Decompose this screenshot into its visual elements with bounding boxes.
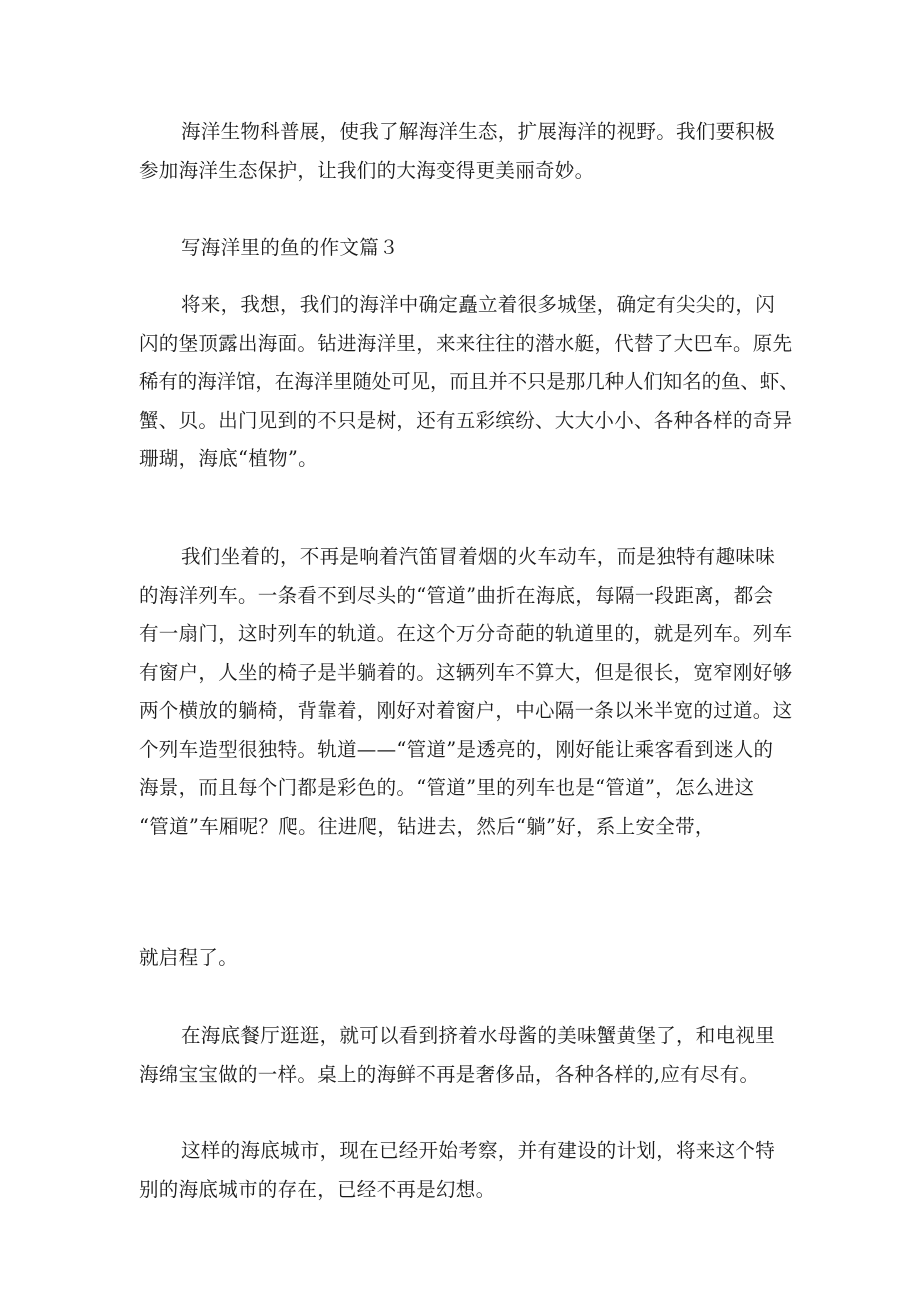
paragraph-line: 海景，而且每个门都是彩色的。“管道”里的列车也是“管道”，怎么进这 [139, 776, 755, 799]
paragraph-line: 这样的海底城市，现在已经开始考察，并有建设的计划，将来这个特 [181, 1139, 776, 1162]
paragraph-line: 珊瑚，海底“植物”。 [139, 447, 318, 470]
paragraph-ocean-train [139, 538, 799, 846]
section-heading [139, 229, 799, 268]
paragraph-undersea-city [139, 1132, 799, 1209]
paragraph-ocean-exhibition [139, 113, 799, 190]
paragraph-line: 海洋生物科普展，使我了解海洋生态，扩展海洋的视野。我们要积极 [181, 120, 776, 143]
paragraph-line: 就启程了。 [139, 946, 239, 969]
paragraph-line: 有一扇门，这时列车的轨道。在这个万分奇葩的轨道里的，就是列车。列车 [139, 622, 793, 645]
paragraph-departure [139, 939, 799, 978]
section-heading-text: 写海洋里的鱼的作文篇３ [181, 236, 399, 259]
paragraph-underwater-castles [139, 286, 799, 479]
paragraph-line: 稀有的海洋馆，在海洋里随处可见，而且并不只是那几种人们知名的鱼、虾、 [139, 370, 799, 393]
paragraph-line: 的海洋列车。一条看不到尽头的“管道”曲折在海底，每隔一段距离，都会 [139, 583, 774, 607]
paragraph-line: 两个横放的躺椅，背靠着，刚好对着窗户，中心隔一条以米半宽的过道。这 [139, 699, 793, 722]
paragraph-line: 海绵宝宝做的一样。桌上的海鲜不再是奢侈品，各种各样的,应有尽有。 [139, 1062, 760, 1086]
paragraph-line: 有窗户，人坐的椅子是半躺着的。这辆列车不算大，但是很长，宽窄刚好够 [139, 660, 793, 684]
paragraph-line: 闪的堡顶露出海面。钻进海洋里，来来往往的潜水艇，代替了大巴车。原先 [139, 331, 793, 355]
paragraph-line: 个列车造型很独特。轨道——“管道”是透亮的，刚好能让乘客看到迷人的 [139, 737, 774, 761]
paragraph-line: 将来，我想，我们的海洋中确定矗立着很多城堡，确定有尖尖的，闪 [181, 293, 776, 316]
paragraph-line: 在海底餐厅逛逛，就可以看到挤着水母酱的美味蟹黄堡了，和电视里 [181, 1024, 776, 1047]
paragraph-line: 我们坐着的，不再是响着汽笛冒着烟的火车动车，而是独特有趣味味 [181, 545, 776, 568]
paragraph-undersea-restaurant [139, 1017, 799, 1094]
paragraph-line: 别的海底城市的存在，已经不再是幻想。 [139, 1177, 496, 1201]
paragraph-line: “管道”车厢呢？爬。往进爬，钻进去，然后“躺”好，系上安全带， [139, 814, 715, 838]
paragraph-line: 参加海洋生态保护，让我们的大海变得更美丽奇妙。 [139, 158, 595, 182]
paragraph-line: 蟹、贝。出门见到的不只是树，还有五彩缤纷、大大小小、各种各样的奇异 [139, 408, 793, 432]
